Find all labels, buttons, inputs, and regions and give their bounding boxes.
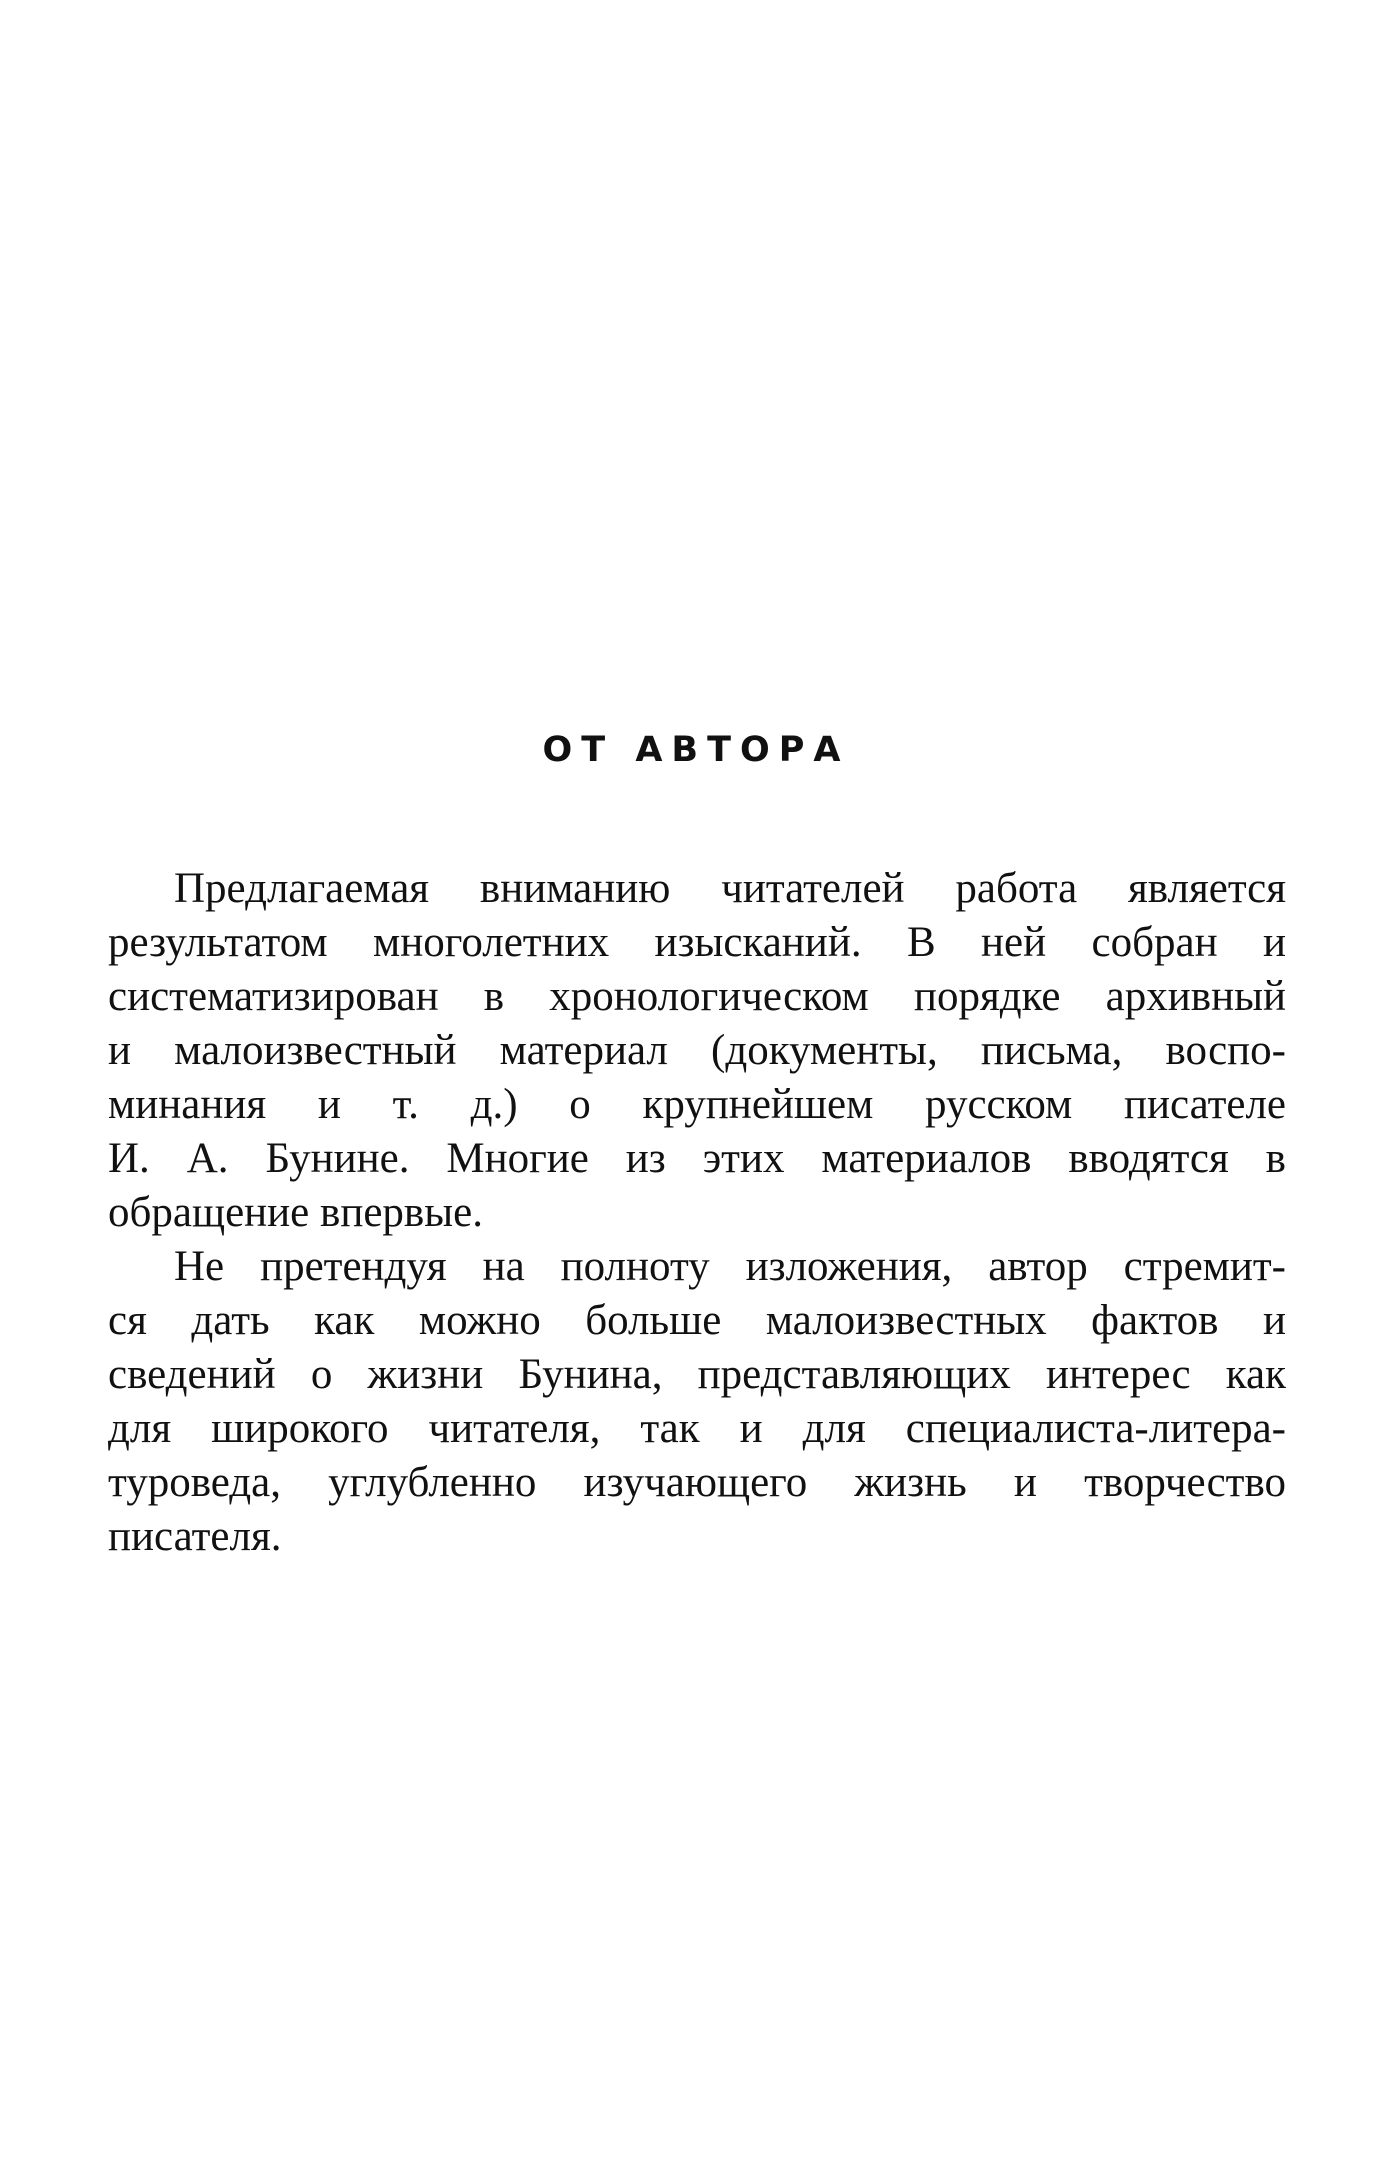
text-line: сведений о жизни Бунина, представляющих интерес как [108,1351,1286,1398]
body-text [108,862,1286,1564]
text-line: И. А. Бунине. Многие из этих материалов вводятся в [108,1135,1286,1182]
text-line: туроведа, углубленно изучающего жизнь и творчество [108,1459,1286,1506]
text-line: ся дать как можно больше малоизвестных фактов и [108,1297,1286,1344]
text-line: Не претендуя на полноту изложения, автор стремит- [174,1243,1286,1290]
paragraph-2 [108,1240,1286,1564]
text-line: обращение впервые. [108,1189,483,1236]
text-line: для широкого читателя, так и для специалиста-литера- [108,1405,1286,1452]
text-line: систематизирован в хронологическом порядке архивный [108,973,1286,1020]
text-line: и малоизвестный материал (документы, письма, воспо- [108,1027,1286,1074]
text-line: Предлагаемая вниманию читателей работа является [174,865,1286,912]
text-line: минания и т. д.) о крупнейшем русском писателе [108,1081,1286,1128]
text-line: писателя. [108,1513,282,1560]
page-heading: ОТ АВТОРА [542,730,850,770]
text-line: результатом многолетних изысканий. В ней собран и [108,919,1286,966]
paragraph-1 [108,862,1286,1240]
